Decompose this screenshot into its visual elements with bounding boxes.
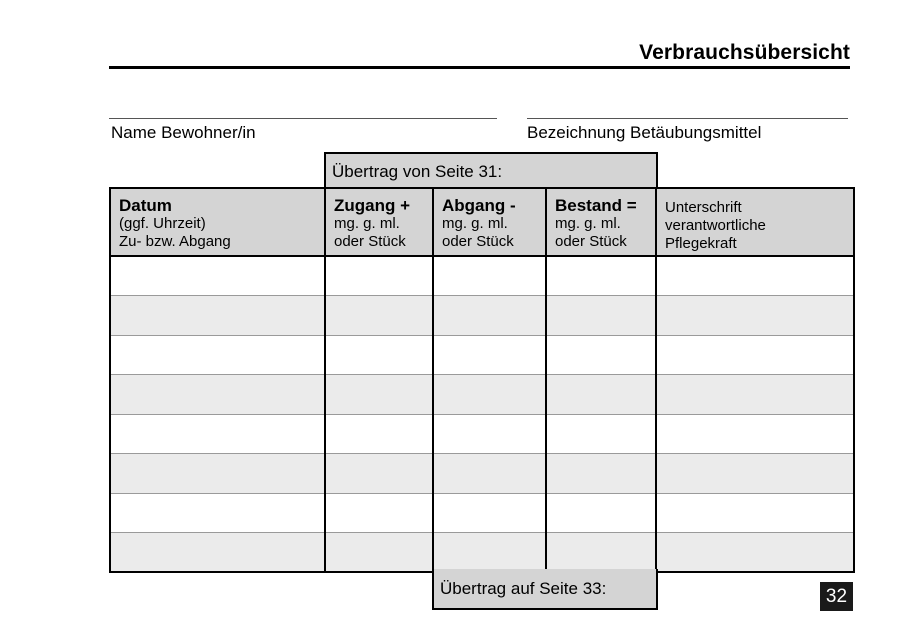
incoming-cell[interactable] (325, 454, 433, 494)
incoming-cell[interactable] (325, 256, 433, 296)
table-row (110, 414, 854, 454)
carry-over-from-box (324, 152, 658, 189)
column-header-outgoing (433, 188, 546, 256)
date-cell[interactable] (110, 414, 325, 454)
outgoing-cell[interactable] (433, 256, 546, 296)
outgoing-cell[interactable] (433, 335, 546, 375)
signature-cell[interactable] (656, 493, 854, 533)
column-subtitle: oder Stück (442, 233, 514, 250)
outgoing-cell[interactable] (433, 533, 546, 573)
resident-name-line[interactable] (109, 118, 497, 119)
page-number: 32 (820, 582, 853, 611)
signature-cell[interactable] (656, 296, 854, 336)
date-cell[interactable] (110, 296, 325, 336)
table-header-row (110, 188, 854, 256)
outgoing-cell[interactable] (433, 454, 546, 494)
incoming-cell[interactable] (325, 493, 433, 533)
incoming-cell[interactable] (325, 533, 433, 573)
incoming-cell[interactable] (325, 335, 433, 375)
signature-cell[interactable] (656, 375, 854, 415)
column-title: Zugang + (334, 196, 411, 215)
column-subtitle: verantwortliche (665, 217, 766, 234)
date-cell[interactable] (110, 454, 325, 494)
date-cell[interactable] (110, 256, 325, 296)
carry-over-from-label: Übertrag von Seite 31: (332, 161, 503, 181)
page-title: Verbrauchsübersicht (639, 41, 850, 64)
column-title: Bestand = (555, 196, 637, 215)
signature-cell[interactable] (656, 414, 854, 454)
column-subtitle: Zu- bzw. Abgang (119, 233, 231, 250)
signature-cell[interactable] (656, 256, 854, 296)
signature-cell[interactable] (656, 454, 854, 494)
outgoing-cell[interactable] (433, 493, 546, 533)
outgoing-cell[interactable] (433, 375, 546, 415)
column-subtitle: mg. g. ml. (555, 215, 621, 232)
column-title: Abgang - (442, 196, 516, 215)
column-subtitle: mg. g. ml. (442, 215, 508, 232)
column-subtitle: Unterschrift (665, 199, 742, 216)
incoming-cell[interactable] (325, 375, 433, 415)
drug-name-label: Bezeichnung Betäubungsmittel (527, 123, 762, 142)
outgoing-cell[interactable] (433, 414, 546, 454)
incoming-cell[interactable] (325, 414, 433, 454)
column-title: Datum (119, 196, 172, 215)
incoming-cell[interactable] (325, 296, 433, 336)
column-header-date (110, 188, 325, 256)
stock-cell[interactable] (546, 296, 656, 336)
table-row (110, 375, 854, 415)
signature-cell[interactable] (656, 335, 854, 375)
column-subtitle: oder Stück (334, 233, 406, 250)
resident-name-label: Name Bewohner/in (111, 123, 256, 142)
carry-over-to-box (432, 569, 658, 610)
consumption-table (109, 187, 855, 573)
title-divider (109, 66, 850, 69)
stock-cell[interactable] (546, 454, 656, 494)
stock-cell[interactable] (546, 335, 656, 375)
stock-cell[interactable] (546, 533, 656, 573)
column-header-stock (546, 188, 656, 256)
column-subtitle: oder Stück (555, 233, 627, 250)
date-cell[interactable] (110, 533, 325, 573)
outgoing-cell[interactable] (433, 296, 546, 336)
column-subtitle: mg. g. ml. (334, 215, 400, 232)
stock-cell[interactable] (546, 375, 656, 415)
table-row (110, 296, 854, 336)
date-cell[interactable] (110, 335, 325, 375)
stock-cell[interactable] (546, 414, 656, 454)
stock-cell[interactable] (546, 256, 656, 296)
column-header-incoming (325, 188, 433, 256)
table-row (110, 533, 854, 573)
date-cell[interactable] (110, 375, 325, 415)
column-subtitle: (ggf. Uhrzeit) (119, 215, 206, 232)
table-row (110, 335, 854, 375)
table-row (110, 493, 854, 533)
column-subtitle: Pflegekraft (665, 235, 737, 252)
stock-cell[interactable] (546, 493, 656, 533)
signature-cell[interactable] (656, 533, 854, 573)
table-row (110, 454, 854, 494)
carry-over-to-label: Übertrag auf Seite 33: (440, 578, 607, 598)
column-header-signature (656, 188, 854, 256)
table-row (110, 256, 854, 296)
drug-name-line[interactable] (527, 118, 848, 119)
date-cell[interactable] (110, 493, 325, 533)
